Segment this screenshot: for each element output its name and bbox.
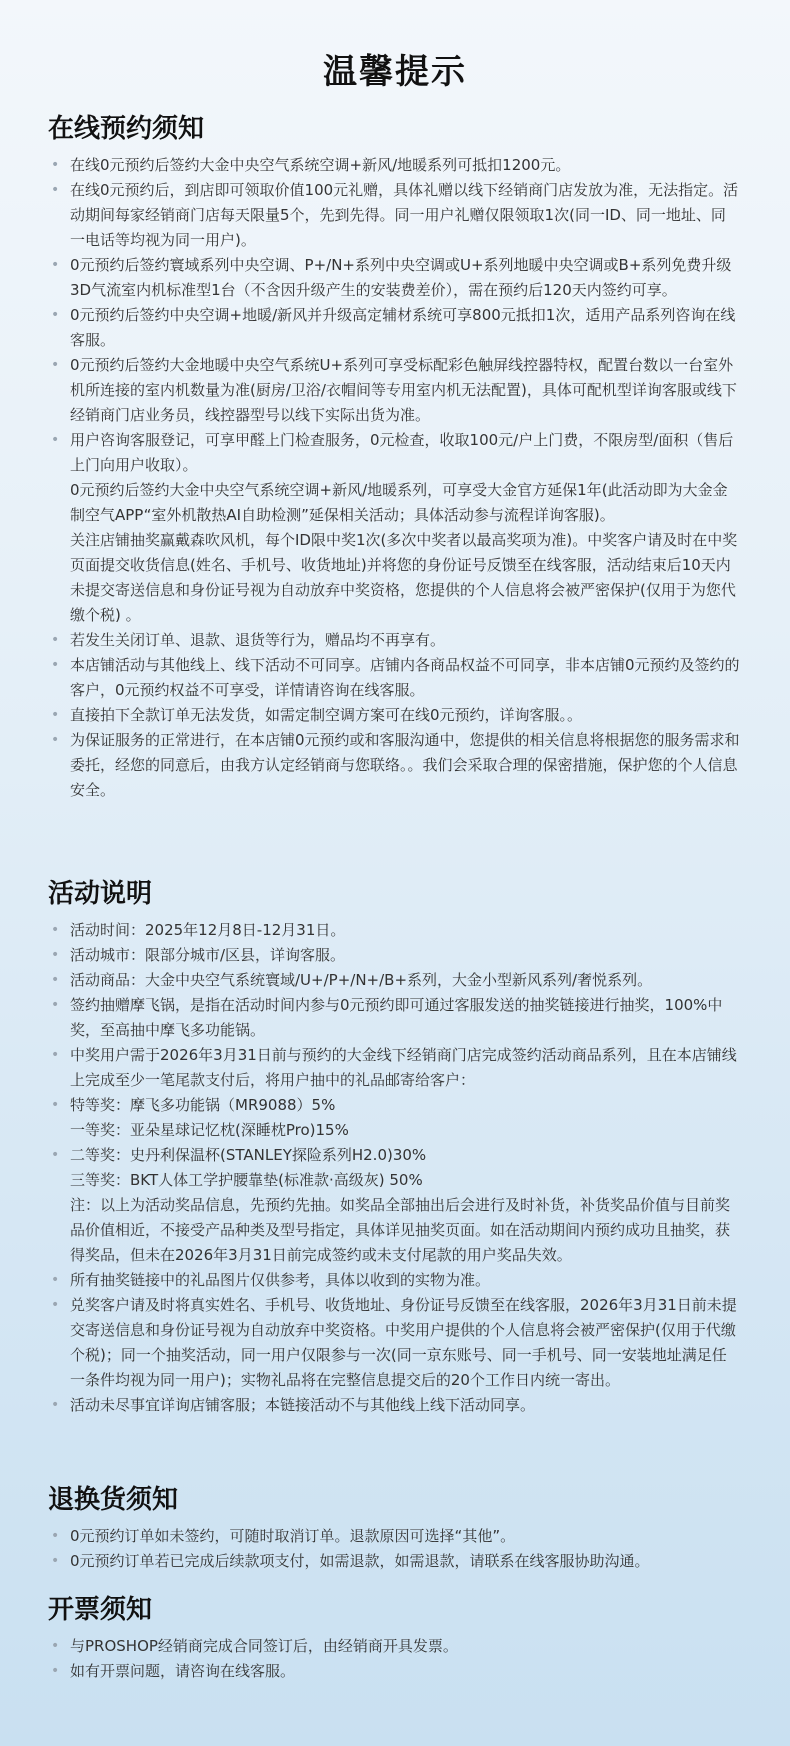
list-item: • 兑奖客户请及时将真实姓名、手机号、收货地址、身份证号反馈至在线客服，2026年3月31日前未提交寄送信息和身份证号视为自动放弃中奖资格。中奖用户提供的个人信息将会被严密保护(仅用于代缴个税)；同一个抽奖活动，同一用户仅限参与一次(同一京东账号、同一手机号、同一安装地址满足任一条件均视为同一用户)；实物礼品将在完整信息提交后的20个工作日内统一寄出。 [70,1293,740,1393]
list-item: • 0元预约订单若已完成后续款项支付，如需退款，如需退款，请联系在线客服协助沟通。 [70,1549,740,1574]
list-item: • 活动时间：2025年12月8日-12月31日。 [70,918,740,943]
section-heading: 开票须知 [48,1595,153,1625]
list-item: • 为保证服务的正常进行，在本店铺0元预约或和客服沟通中，您提供的相关信息将根据您的服务需求和委托，经您的同意后，由我方认定经销商与您联络。。我们会采取合理的保密措施，保护您的个人信息安全。 [70,728,740,803]
section-heading: 退换货须知 [48,1485,179,1515]
list-item: • 与PROSHOP经销商完成合同签订后，由经销商开具发票。 [70,1634,740,1659]
list-item: • 0元预约后签约中央空调+地暖/新风并升级高定辅材系统可享800元抵扣1次，适用产品系列咨询在线客服。 [70,303,740,353]
list-item: 注：以上为活动奖品信息，先预约先抽。如奖品全部抽出后会进行及时补货，补货奖品价值与目前奖品价值相近，不接受产品种类及型号指定，具体详见抽奖页面。如在活动期间内预约成功且抽奖，获得奖品，但未在2026年3月31日前完成签约或未支付尾款的用户奖品失效。 [70,1196,731,1264]
list-item: • 直接拍下全款订单无法发货，如需定制空调方案可在线0元预约，详询客服。。 [70,703,740,728]
list-item: • 在线0元预约后签约大金中央空气系统空调+新风/地暖系列可抵扣1200元。 [70,153,740,178]
list-item: • 二等奖：史丹利保温杯(STANLEY探险系列H2.0)30% [70,1143,740,1168]
notice-list [0,153,790,803]
list-item: 关注店铺抽奖赢戴森吹风机，每个ID限中奖1次(多次中奖者以最高奖项为准)。中奖客户请及时在中奖页面提交收货信息(姓名、手机号、收货地址)并将您的身份证号反馈至在线客服，活动结束后10天内未提交寄送信息和身份证号视为自动放弃中奖资格，您提供的个人信息将会被严密保护(仅用于为您代缴个税) 。 [70,531,738,624]
notice-list [0,1524,790,1574]
list-item: • 如有开票问题，请咨询在线客服。 [70,1659,740,1684]
section-heading: 在线预约须知 [48,114,205,144]
section-activity-description [0,876,790,1418]
page-title: 温馨提示 [323,52,467,92]
list-item: • 用户咨询客服登记，可享甲醛上门检查服务，0元检查，收取100元/户上门费，不限房型/面积（售后上门向用户收取）。 [70,428,740,478]
list-item: 0元预约后签约大金中央空气系统空调+新风/地暖系列，可享受大金官方延保1年(此活动即为大金金制空气APP“室外机散热AI自助检测”延保相关活动；具体活动参与流程详询客服)。 [70,481,728,524]
list-item: • 活动未尽事宜详询店铺客服；本链接活动不与其他线上线下活动同享。 [70,1393,740,1418]
list-item: • 活动商品：大金中央空气系统寰域/U+/P+/N+/B+系列，大金小型新风系列/奢悦系列。 [70,968,740,993]
list-item: • 0元预约后签约寰域系列中央空调、P+/N+系列中央空调或U+系列地暖中央空调或B+系列免费升级3D气流室内机标准型1台（不含因升级产生的安装费差价），需在预约后120天内签约可享。 [70,253,740,303]
list-item: • 0元预约订单如未签约，可随时取消订单。退款原因可选择“其他”。 [70,1524,740,1549]
list-item: • 中奖用户需于2026年3月31日前与预约的大金线下经销商门店完成签约活动商品系列，且在本店铺线上完成至少一笔尾款支付后，将用户抽中的礼品邮寄给客户： [70,1043,740,1093]
section-heading: 活动说明 [48,879,153,909]
list-item: • 在线0元预约后，到店即可领取价值100元礼赠，具体礼赠以线下经销商门店发放为准，无法指定。活动期间每家经销商门店每天限量5个，先到先得。同一用户礼赠仅限领取1次(同一ID、同一地址、同一电话等均视为同一用户)。 [70,178,740,253]
list-item: • 本店铺活动与其他线上、线下活动不可同享。店铺内各商品权益不可同享，非本店铺0元预约及签约的客户，0元预约权益不可享受，详情请咨询在线客服。 [70,653,740,703]
list-item: • 特等奖：摩飞多功能锅（MR9088）5% [70,1093,740,1118]
section-return-policy [0,1482,790,1574]
list-item: 一等奖：亚朵星球记忆枕(深睡枕Pro)15% [70,1121,349,1139]
notice-list [0,918,790,1418]
list-item: • 活动城市：限部分城市/区县，详询客服。 [70,943,740,968]
list-item: • 0元预约后签约大金地暖中央空气系统U+系列可享受标配彩色触屏线控器特权，配置台数以一台室外机所连接的室内机数量为准(厨房/卫浴/衣帽间等专用室内机无法配置)，具体可配机型详询客服或线下经销商门店业务员，线控器型号以线下实际出货为准。 [70,353,740,428]
section-online-reservation [0,111,790,803]
section-invoice-notice [0,1592,790,1684]
notice-list [0,1634,790,1684]
list-item: • 若发生关闭订单、退款、退货等行为，赠品均不再享有。 [70,628,740,653]
list-item: • 所有抽奖链接中的礼品图片仅供参考，具体以收到的实物为准。 [70,1268,740,1293]
list-item: • 签约抽赠摩飞锅，是指在活动时间内参与0元预约即可通过客服发送的抽奖链接进行抽奖，100%中奖，至高抽中摩飞多功能锅。 [70,993,740,1043]
list-item: 三等奖：BKT人体工学护腰靠垫(标准款·高级灰) 50% [70,1171,423,1189]
